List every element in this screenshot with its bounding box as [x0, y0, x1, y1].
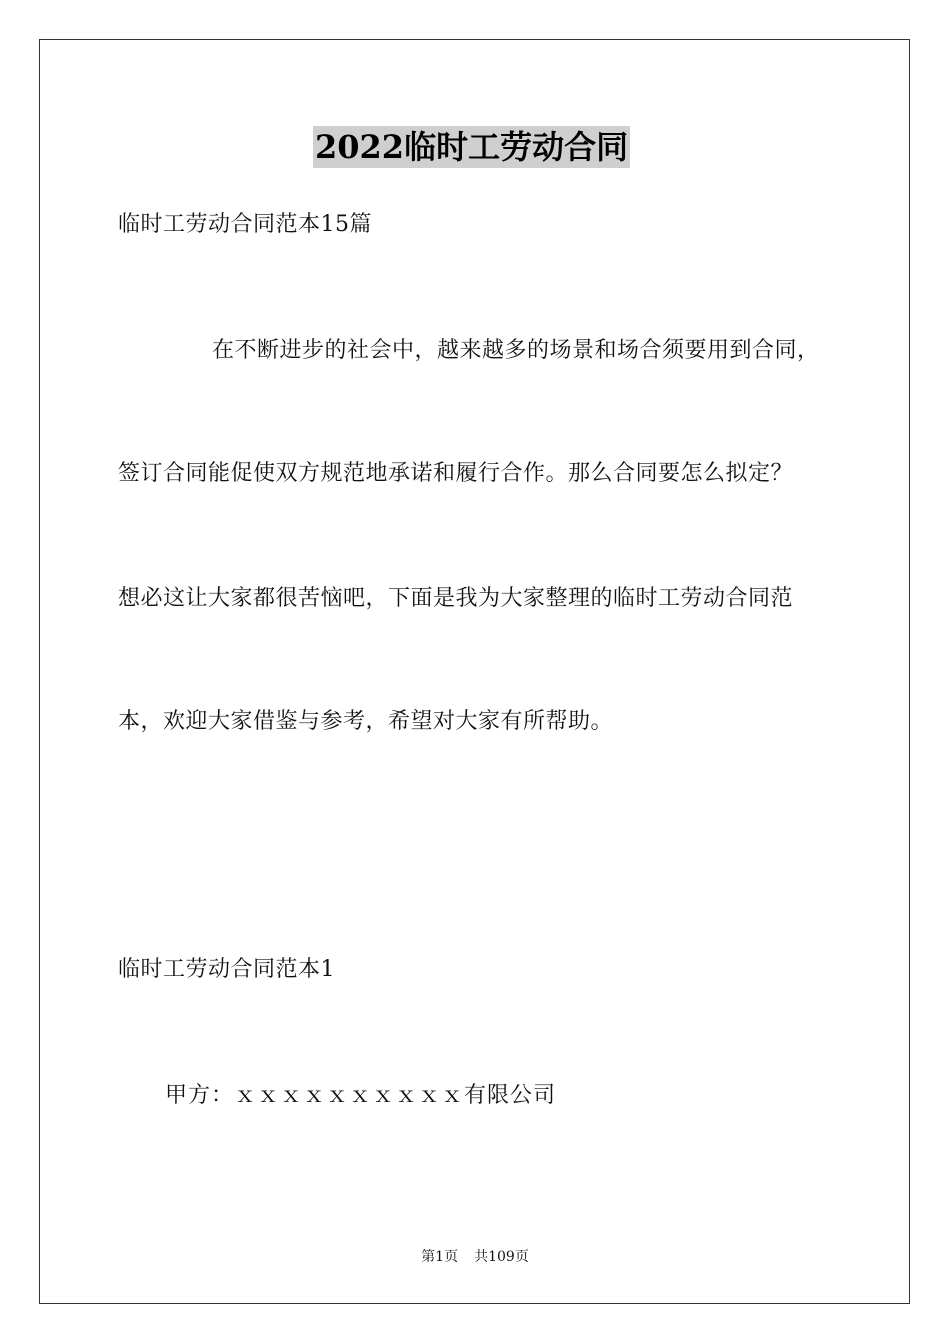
intro-line-1: 在不断进步的社会中，越来越多的场景和场合须要用到合同， — [212, 338, 820, 363]
page-number: 第1页 — [421, 1249, 459, 1265]
party-a-line: 甲方：ｘｘｘｘｘｘｘｘｘｘ有限公司 — [165, 1083, 557, 1108]
intro-line-3: 想必这让大家都很苦恼吧，下面是我为大家整理的临时工劳动合同范 — [118, 586, 794, 611]
document-subtitle: 临时工劳动合同范本15篇 — [118, 212, 372, 237]
page-total: 共109页 — [474, 1249, 529, 1265]
intro-line-4: 本，欢迎大家借鉴与参考，希望对大家有所帮助。 — [118, 709, 614, 734]
intro-line-2: 签订合同能促使双方规范地承诺和履行合作。那么合同要怎么拟定？ — [118, 461, 794, 486]
section-heading: 临时工劳动合同范本1 — [118, 957, 335, 982]
page-footer — [0, 1248, 950, 1266]
document-title: 2022临时工劳动合同 — [315, 128, 629, 166]
